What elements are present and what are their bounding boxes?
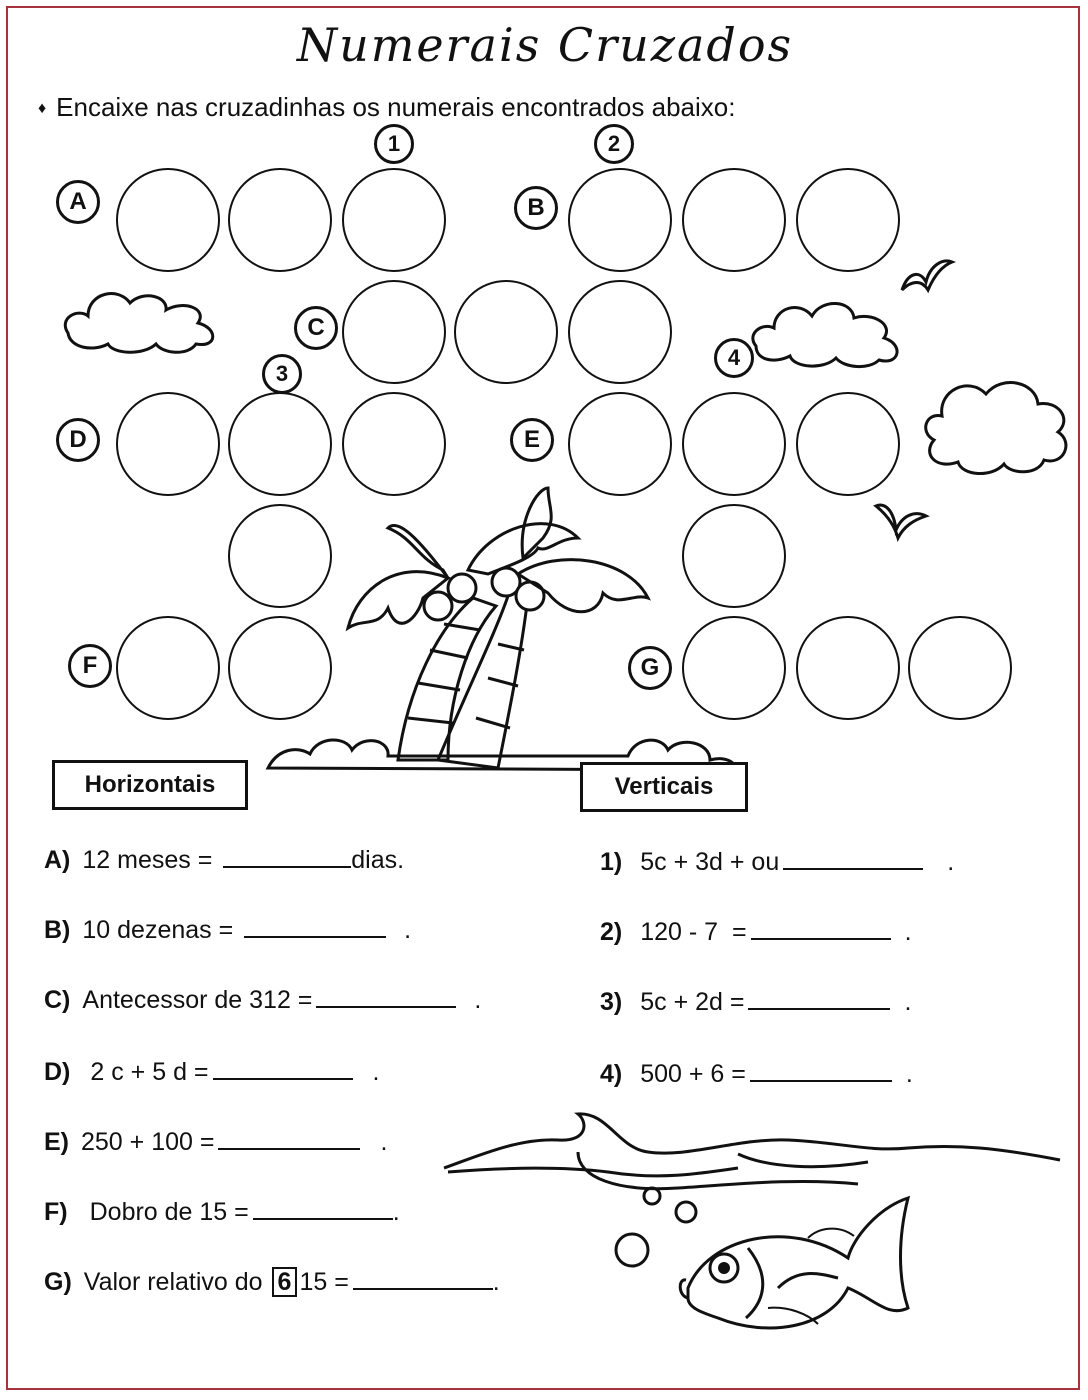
answer-blank-f[interactable] [253,1194,393,1220]
clue-number: 2) [600,918,623,946]
cloud-left-icon [58,278,238,358]
column-label-1: 1 [374,124,414,164]
clue-horizontal-d [44,1054,379,1087]
clue-suffix: . [392,1198,400,1226]
cloud-mid-icon [744,286,914,376]
bird-icon [898,252,958,302]
cell-g3[interactable] [908,616,1012,720]
row-label-g: G [628,646,672,690]
clue-suffix: . [492,1268,500,1296]
clue-text: 250 + 100 = [81,1128,215,1156]
clue-horizontal-b [44,912,411,945]
clue-suffix: . [905,1060,913,1088]
answer-blank-a[interactable] [223,842,351,868]
fish-icon [608,1178,948,1378]
answer-blank-1[interactable] [783,844,923,870]
column-label-2: 2 [594,124,634,164]
clue-suffix: . [947,848,955,876]
clue-number: 4) [600,1060,623,1088]
page-title: Numerais Cruzados [296,18,794,72]
answer-blank-b[interactable] [244,912,386,938]
bullet-icon: ♦ [38,100,47,118]
answer-blank-2[interactable] [751,914,891,940]
answer-blank-d[interactable] [213,1054,353,1080]
clue-vertical-4 [600,1056,913,1089]
clue-horizontal-c [44,982,481,1015]
clue-letter: D) [44,1058,71,1086]
column-label-4: 4 [714,338,754,378]
cloud-right-icon [914,370,1074,490]
verticais-heading: Verticais [580,762,748,812]
cell-d1[interactable] [116,392,220,496]
clue-horizontal-a [44,842,404,875]
answer-blank-g[interactable] [353,1264,493,1290]
horizontais-heading: Horizontais [52,760,248,810]
clue-vertical-1 [600,844,954,877]
clue-suffix: dias. [351,846,405,874]
clue-text: Dobro de 15 = [89,1198,249,1226]
boxed-digit: 6 [272,1267,298,1297]
clue-suffix: . [404,916,412,944]
clue-letter: C) [44,986,71,1014]
clue-vertical-2 [600,914,912,947]
cell-b3[interactable] [796,168,900,272]
clue-text: 120 - 7 = [640,918,747,946]
clue-suffix: . [904,988,912,1016]
clue-text: 2 c + 5 d = [90,1058,209,1086]
cell-a3[interactable] [342,168,446,272]
cell-g2[interactable] [796,616,900,720]
clue-text: 5c + 2d = [640,988,745,1016]
clue-horizontal-f [44,1194,400,1227]
clue-text: 5c + 3d + ou [640,848,780,876]
clue-letter: B) [44,916,71,944]
cell-c2[interactable] [454,280,558,384]
answer-blank-e[interactable] [218,1124,360,1150]
clue-text: 12 meses = [82,846,220,874]
clue-text: 500 + 6 = [640,1060,746,1088]
clue-horizontal-g [44,1264,500,1297]
cell-b2[interactable] [682,168,786,272]
cell-f1[interactable] [116,616,220,720]
row-label-f: F [68,644,112,688]
instruction [38,92,735,123]
cell-b1[interactable] [568,168,672,272]
column-label-3: 3 [262,354,302,394]
clue-text-after: 15 = [299,1268,349,1296]
clue-letter: E) [44,1128,69,1156]
clue-text: Antecessor de 312 = [82,986,313,1014]
row-label-d: D [56,418,100,462]
cell-c1[interactable] [342,280,446,384]
clue-number: 1) [600,848,623,876]
clue-text: 10 dezenas = [82,916,241,944]
clue-vertical-3 [600,984,911,1017]
clue-letter: G) [44,1268,72,1296]
row-label-a: A [56,180,100,224]
row-label-e: E [510,418,554,462]
clue-text: Valor relativo do [83,1268,263,1296]
clue-letter: A) [44,846,71,874]
clue-letter: F) [44,1198,68,1226]
answer-blank-c[interactable] [316,982,456,1008]
cell-c3[interactable] [568,280,672,384]
instruction-text: Encaixe nas cruzadinhas os numerais encontrados abaixo: [56,92,736,122]
worksheet-page [6,6,1080,1390]
clue-suffix: . [904,918,912,946]
palm-tree-icon [248,478,748,778]
clue-suffix: . [474,986,482,1014]
clue-suffix: . [380,1128,388,1156]
answer-blank-3[interactable] [748,984,890,1010]
row-label-c: C [294,306,338,350]
clue-number: 3) [600,988,623,1016]
cell-e3[interactable] [796,392,900,496]
answer-blank-4[interactable] [750,1056,892,1082]
clue-horizontal-e [44,1124,387,1157]
cell-a1[interactable] [116,168,220,272]
row-label-b: B [514,186,558,230]
cell-a2[interactable] [228,168,332,272]
clue-suffix: . [372,1058,380,1086]
bird-icon-2 [872,494,932,544]
